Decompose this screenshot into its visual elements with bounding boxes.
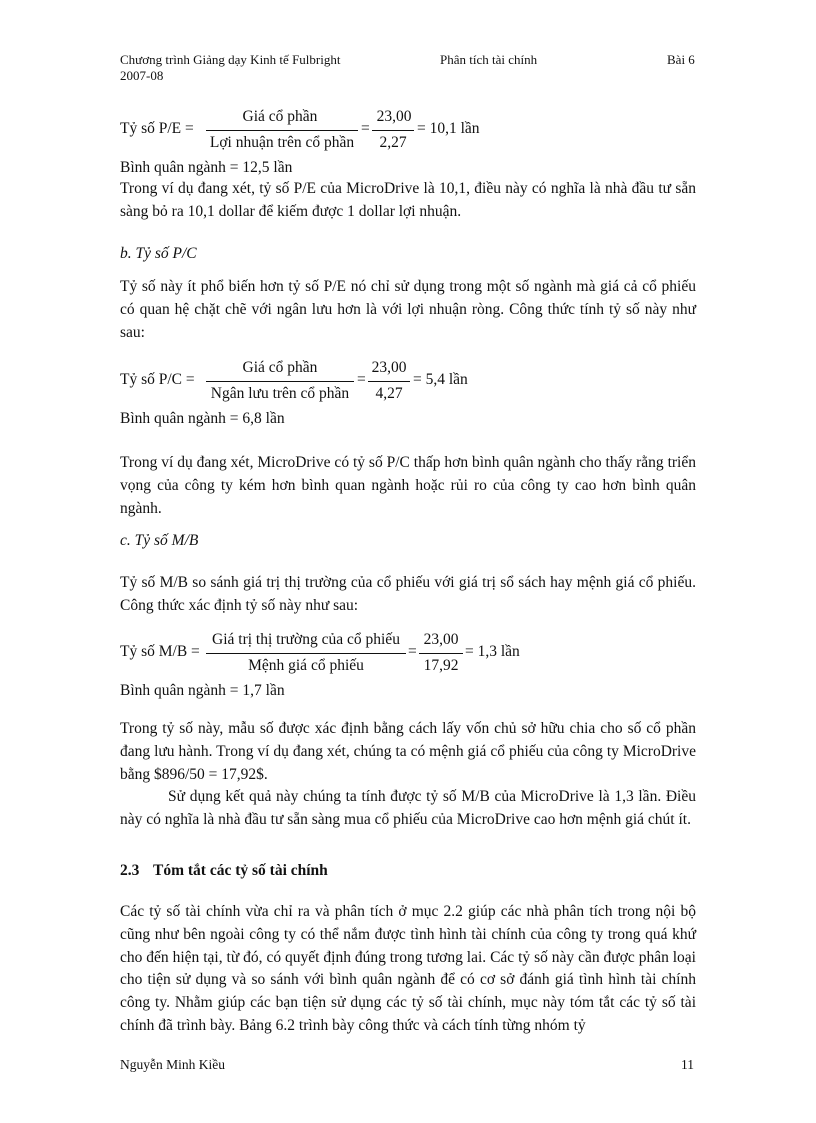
- section-paragraph: Các tỷ số tài chính vừa chỉ ra và phân tích ở mục 2.2 giúp các nhà phân tích trong nội bộ cũng như bên ngoài công ty có thể nắm được tình hình tài chính của công ty trong quá khứ cho đến hiện tại, từ đó, có quyết định đúng trong tương lai. Các tỷ số này cần được phân loại cho tiện sử dụng và so sánh với bình quân ngành để có cơ sở đánh giá tình hình tài chính công ty. Nhằm giúp các bạn tiện sử dụng các tỷ số tài chính, mục này tóm tắt các tỷ số tài chính đã trình bày. Bảng 6.2 trình bày công thức và cách tính từng nhóm tỷ: [120, 903, 696, 1034]
- mb-paragraph-2: Sử dụng kết quả này chúng ta tính được tỷ số M/B của MicroDrive là 1,3 lần. Điều này có nghĩa là nhà đầu tư sẵn sàng mua cổ phiếu của MicroDrive cao hơn mệnh giá chút ít.: [120, 788, 696, 828]
- pc-heading: b. Tỷ số P/C: [120, 245, 197, 262]
- pc-label: Tỷ số P/C =: [120, 371, 195, 388]
- mb-value-num: 23,00: [423, 631, 459, 648]
- mb-fraction-bar: [206, 653, 406, 654]
- mb-denominator: Mệnh giá cổ phiếu: [248, 657, 364, 674]
- mb-value-bar: [419, 653, 463, 654]
- footer-author: Nguyễn Minh Kiều: [120, 1057, 225, 1072]
- pe-label: Tỷ số P/E =: [120, 120, 194, 137]
- section-number: 2.3: [120, 862, 140, 879]
- pc-value-den: 4,27: [375, 385, 403, 402]
- mb-result: = 1,3 lần: [465, 643, 520, 660]
- header-center: Phân tích tài chính: [440, 52, 538, 67]
- mb-heading: c. Tỷ số M/B: [120, 532, 199, 549]
- mb-industry-average: Bình quân ngành = 1,7 lần: [120, 682, 285, 699]
- pe-numerator: Giá cổ phần: [242, 108, 318, 125]
- pc-numerator: Giá cổ phần: [242, 359, 318, 376]
- pc-paragraph: Trong ví dụ đang xét, MicroDrive có tỷ số P/C thấp hơn bình quân ngành cho thấy rằng triển vọng của công ty kém hơn bình quan ngành hoặc rủi ro của công ty cao hơn bình quân ngành.: [120, 454, 696, 517]
- page-number: 11: [681, 1057, 694, 1072]
- pe-equals: =: [361, 120, 370, 137]
- pe-value-num: 23,00: [376, 108, 412, 125]
- mb-value-den: 17,92: [423, 657, 459, 674]
- pc-intro: Tỷ số này ít phổ biến hơn tỷ số P/E nó chỉ sử dụng trong một số ngành mà giá cả cổ phiếu có quan hệ chặt chẽ với ngân lưu hơn là với lợi nhuận ròng. Công thức tính tỷ số này như sau:: [120, 278, 696, 341]
- pc-fraction-bar: [206, 381, 354, 382]
- mb-equals: =: [408, 643, 417, 660]
- mb-numerator: Giá trị thị trường của cổ phiếu: [212, 631, 400, 648]
- pc-value-num: 23,00: [371, 359, 407, 376]
- pe-fraction-bar: [206, 130, 358, 131]
- pc-value-bar: [368, 381, 410, 382]
- pe-value-den: 2,27: [379, 134, 407, 151]
- mb-paragraph-1: Trong tỷ số này, mẫu số được xác định bằng cách lấy vốn chủ sở hữu chia cho số cổ phần đang lưu hành. Trong ví dụ đang xét, chúng ta có mệnh giá cổ phiếu của công ty MicroDrive bằng $896/50 = 17,92$.: [120, 720, 696, 783]
- pe-result: = 10,1 lần: [417, 120, 480, 137]
- pe-paragraph: Trong ví dụ đang xét, tỷ số P/E của MicroDrive là 10,1, điều này có nghĩa là nhà đầu tư sẵn sàng bỏ ra 10,1 dollar để kiếm được 1 dollar lợi nhuận.: [120, 180, 696, 220]
- header-left: Chương trình Giảng dạy Kinh tế Fulbright: [120, 52, 341, 67]
- header-right: Bài 6: [667, 52, 695, 67]
- pe-industry-average: Bình quân ngành = 12,5 lần: [120, 159, 293, 176]
- section-title: Tóm tắt các tỷ số tài chính: [153, 862, 328, 879]
- pe-value-bar: [372, 130, 414, 131]
- mb-intro: Tỷ số M/B so sánh giá trị thị trường của cổ phiếu với giá trị sổ sách hay mệnh giá cổ phiếu. Công thức xác định tỷ số này như sau:: [120, 574, 696, 614]
- header-year: 2007-08: [120, 68, 164, 83]
- pc-denominator: Ngân lưu trên cổ phần: [210, 385, 350, 402]
- mb-label: Tỷ số M/B =: [120, 643, 200, 660]
- pe-denominator: Lợi nhuận trên cổ phần: [209, 134, 355, 151]
- pc-result: = 5,4 lần: [413, 371, 468, 388]
- pc-equals: =: [357, 371, 366, 388]
- pc-industry-average: Bình quân ngành = 6,8 lần: [120, 410, 285, 427]
